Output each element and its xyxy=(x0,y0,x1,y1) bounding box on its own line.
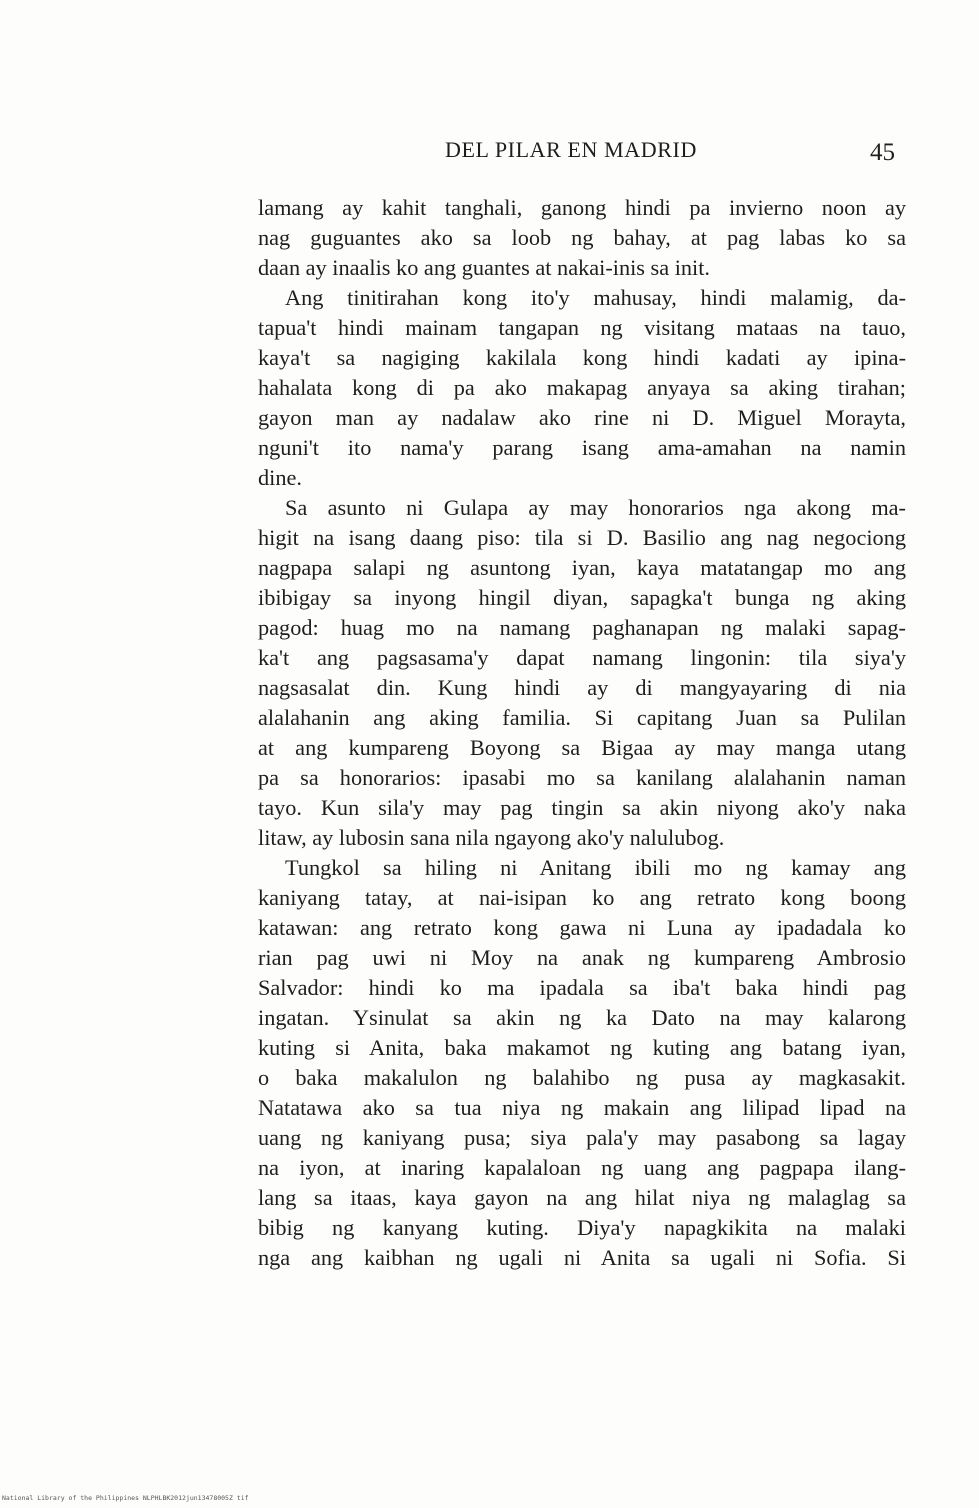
text-line: alalahanin ang aking familia. Si capitang Juan sa Pulilan xyxy=(258,705,906,730)
text-line: gayon man ay nadalaw ako rine ni D. Miguel Morayta, xyxy=(258,405,906,430)
page-number: 45 xyxy=(870,139,895,166)
text-line: kaya't sa nagiging kakilala kong hindi kadati ay ipina- xyxy=(258,345,906,370)
running-title: DEL PILAR EN MADRID xyxy=(445,137,697,162)
text-line: at ang kumpareng Boyong sa Bigaa ay may manga utang xyxy=(258,735,906,760)
text-line: ibibigay sa inyong hingil diyan, sapagka't bunga ng aking xyxy=(258,585,906,610)
text-line: nagsasalat din. Kung hindi ay di mangyayaring di nia xyxy=(258,675,906,700)
text-line: pagod: huag mo na namang paghanapan ng malaki sapag- xyxy=(258,615,906,640)
text-line: dine. xyxy=(258,465,302,490)
text-line: bibig ng kanyang kuting. Diya'y napagkikita na malaki xyxy=(258,1215,906,1240)
scan-stamp: National Library of the Philippines NLPHLBK2012jun13478005Z tif xyxy=(2,1494,249,1502)
text-line: rian pag uwi ni Moy na anak ng kumpareng Ambrosio xyxy=(258,945,906,970)
text-line: tapua't hindi mainam tangapan ng visitang mataas na tauo, xyxy=(258,315,906,340)
text-line: Tungkol sa hiling ni Anitang ibili mo ng kamay ang xyxy=(285,855,906,880)
text-line: uang ng kaniyang pusa; siya pala'y may pasabong sa lagay xyxy=(258,1125,906,1150)
text-line: ingatan. Ysinulat sa akin ng ka Dato na may kalarong xyxy=(258,1005,906,1030)
text-line: tayo. Kun sila'y may pag tingin sa akin niyong ako'y naka xyxy=(258,795,906,820)
text-line: kaniyang tatay, at nai-isipan ko ang retrato kong boong xyxy=(258,885,906,910)
text-line: litaw, ay lubosin sana nila ngayong ako'y nalulubog. xyxy=(258,825,725,850)
text-line: ka't ang pagsasama'y dapat namang lingonin: tila siya'y xyxy=(258,645,906,670)
text-line: lamang ay kahit tanghali, ganong hindi pa invierno noon ay xyxy=(258,195,906,220)
text-line: katawan: ang retrato kong gawa ni Luna ay ipadadala ko xyxy=(258,915,906,940)
text-line: Ang tinitirahan kong ito'y mahusay, hindi malamig, da- xyxy=(285,285,906,310)
text-line: Salvador: hindi ko ma ipadala sa iba't baka hindi pag xyxy=(258,975,906,1000)
text-line: hahalata kong di pa ako makapag anyaya sa aking tirahan; xyxy=(258,375,906,400)
text-line: lang sa itaas, kaya gayon na ang hilat niya ng malaglag sa xyxy=(258,1185,906,1210)
text-line: nguni't ito nama'y parang isang ama-amahan na namin xyxy=(258,435,906,460)
text-line: higit na isang daang piso: tila si D. Basilio ang nag negociong xyxy=(258,525,906,550)
text-line: nga ang kaibhan ng ugali ni Anita sa ugali ni Sofia. Si xyxy=(258,1245,906,1270)
text-line: pa sa honorarios: ipasabi mo sa kanilang alalahanin naman xyxy=(258,765,906,790)
body-text xyxy=(258,193,906,1273)
text-line: daan ay inaalis ko ang guantes at nakai-inis sa init. xyxy=(258,255,711,280)
text-line: nag guguantes ako sa loob ng bahay, at pag labas ko sa xyxy=(258,225,906,250)
text-line: Sa asunto ni Gulapa ay may honorarios nga akong ma- xyxy=(285,495,906,520)
text-line: Natatawa ako sa tua niya ng makain ang lilipad lipad na xyxy=(258,1095,906,1120)
text-line: nagpapa salapi ng asuntong iyan, kaya matatangap mo ang xyxy=(258,555,906,580)
text-line: o baka makalulon ng balahibo ng pusa ay magkasakit. xyxy=(258,1065,906,1090)
text-line: kuting si Anita, baka makamot ng kuting ang batang iyan, xyxy=(258,1035,906,1060)
text-line: na iyon, at inaring kapalaloan ng uang ang pagpapa ilang- xyxy=(258,1155,906,1180)
